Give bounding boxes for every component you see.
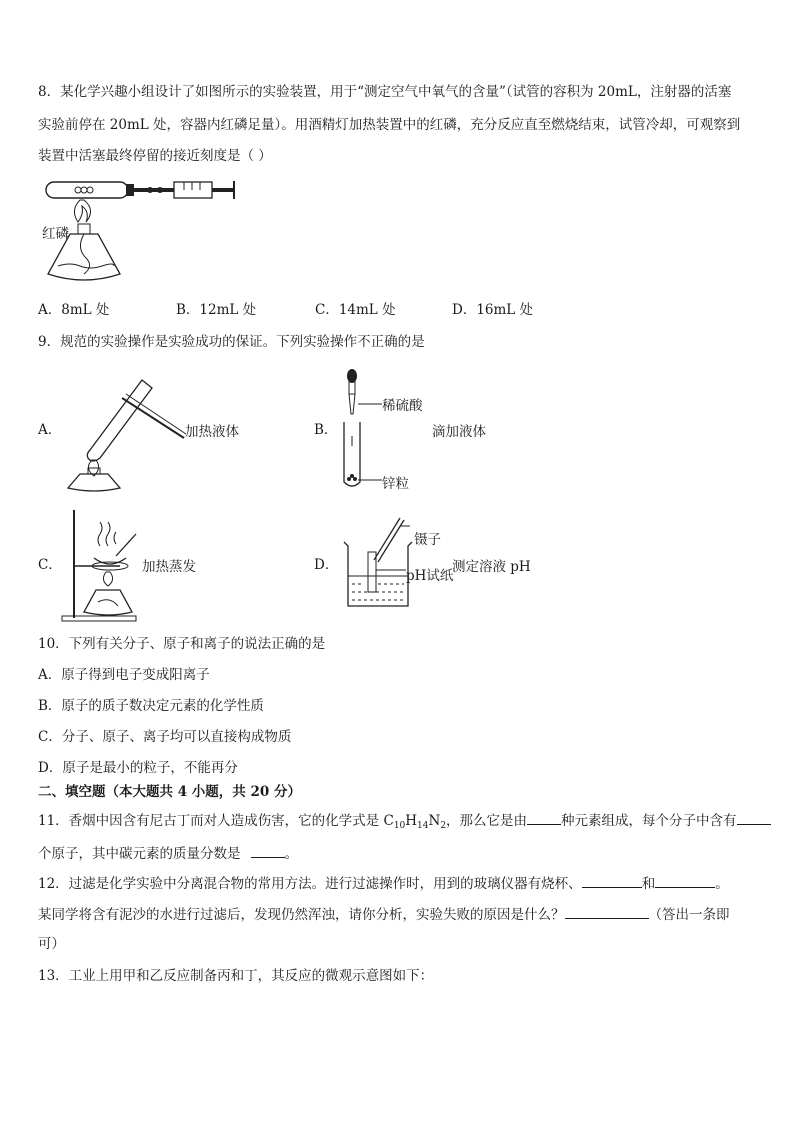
q9-b-letter: B．	[314, 422, 338, 438]
q9-d-ph-paper-label: pH试纸	[406, 568, 454, 584]
q12-text-3: 。	[715, 876, 729, 892]
q10-option-a: A．原子得到电子变成阳离子	[38, 667, 210, 683]
q10-option-b: B．原子的质子数决定元素的化学性质	[38, 698, 264, 714]
q9-d-ph-test-figure	[338, 512, 418, 612]
q10-option-d: D．原子是最小的粒子，不能再分	[38, 760, 238, 776]
q9-b-dropper-figure	[338, 366, 382, 494]
q9-c-evaporation-figure	[60, 506, 140, 624]
q13-stem: 13．工业上用甲和乙反应制备丙和丁，其反应的微观示意图如下：	[38, 968, 434, 984]
q11-text-4: 个原子，其中碳元素的质量分数是	[38, 846, 241, 862]
q12-text-4: 某同学将含有泥沙的水进行过滤后，发现仍然浑浊，请你分析，实验失败的原因是什么？	[38, 907, 565, 923]
q11-line-1	[38, 810, 771, 836]
q12-line-3: 可）	[38, 936, 65, 952]
q8-option-c: C．14mL 处	[315, 302, 396, 318]
q12-blank-1[interactable]	[582, 873, 642, 888]
q11-text-2: ，那么它是由	[446, 813, 528, 829]
q12-blank-3[interactable]	[565, 904, 649, 919]
q11-blank-3[interactable]	[251, 843, 285, 858]
q9-d-tweezers-label: 镊子	[414, 532, 441, 548]
q12-text-5: （答出一条即	[648, 907, 730, 923]
q10-option-c: C．分子、原子、离子均可以直接构成物质	[38, 729, 292, 745]
q11-blank-1[interactable]	[527, 810, 561, 825]
q8-line-2: 实验前停在 20mL 处，容器内红磷足量）。用酒精灯加热装置中的红磷，充分反应直至燃烧结束，试管冷却，可观察到	[38, 117, 741, 133]
q8-option-b: B．12mL 处	[176, 302, 257, 318]
section-2-heading: 二、填空题（本大题共 4 小题，共 20 分）	[38, 784, 301, 800]
q8-line-1: 8．某化学兴趣小组设计了如图所示的实验装置，用于“测定空气中氧气的含量”（试管的容积为 20mL，注射器的活塞	[38, 84, 732, 100]
q10-stem: 10．下列有关分子、原子和离子的说法正确的是	[38, 636, 326, 652]
q11-sub-h: 14	[417, 821, 429, 831]
q8-line-3: 装置中活塞最终停留的接近刻度是（ ）	[38, 148, 272, 164]
q12-line-1	[38, 873, 729, 894]
q11-text-n: N	[428, 813, 441, 829]
q11-text-5: 。	[284, 846, 298, 862]
q11-text-3: 种元素组成，每个分子中含有	[561, 813, 737, 829]
q11-text-1: 11．香烟中因含有尼古丁而对人造成伤害，它的化学式是 C	[38, 813, 394, 829]
q12-text-1: 12．过滤是化学实验中分离混合物的常用方法。进行过滤操作时，用到的玻璃仪器有烧杯、	[38, 876, 582, 892]
q9-c-letter: C．	[38, 557, 62, 573]
q11-text-h: H	[405, 813, 418, 829]
q8-option-d: D．16mL 处	[452, 302, 534, 318]
q12-line-2	[38, 904, 730, 925]
q8-option-a: A．8mL 处	[38, 302, 110, 318]
q9-stem: 9．规范的实验操作是实验成功的保证。下列实验操作不正确的是	[38, 334, 425, 350]
q8-red-phosphorus-label: 红磷	[42, 226, 69, 242]
q11-blank-2[interactable]	[737, 810, 771, 825]
q9-a-caption: 加热液体	[185, 424, 239, 440]
q9-b-caption: 滴加液体	[432, 424, 486, 440]
q9-b-zinc-label: 锌粒	[382, 476, 409, 492]
q9-d-letter: D．	[314, 557, 339, 573]
q9-a-letter: A．	[38, 422, 62, 438]
q12-blank-2[interactable]	[655, 873, 715, 888]
q8-apparatus-figure	[40, 178, 245, 293]
q9-d-caption: 测定溶液 pH	[452, 559, 531, 575]
q12-text-2: 和	[641, 876, 656, 892]
q9-c-caption: 加热蒸发	[142, 559, 196, 575]
q11-line-2	[38, 843, 298, 864]
q11-sub-n: 2	[440, 821, 447, 831]
q9-b-sulfuric-acid-label: 稀硫酸	[382, 398, 423, 414]
q9-a-heating-liquid-figure	[62, 368, 192, 493]
q11-sub-c: 10	[393, 821, 406, 831]
